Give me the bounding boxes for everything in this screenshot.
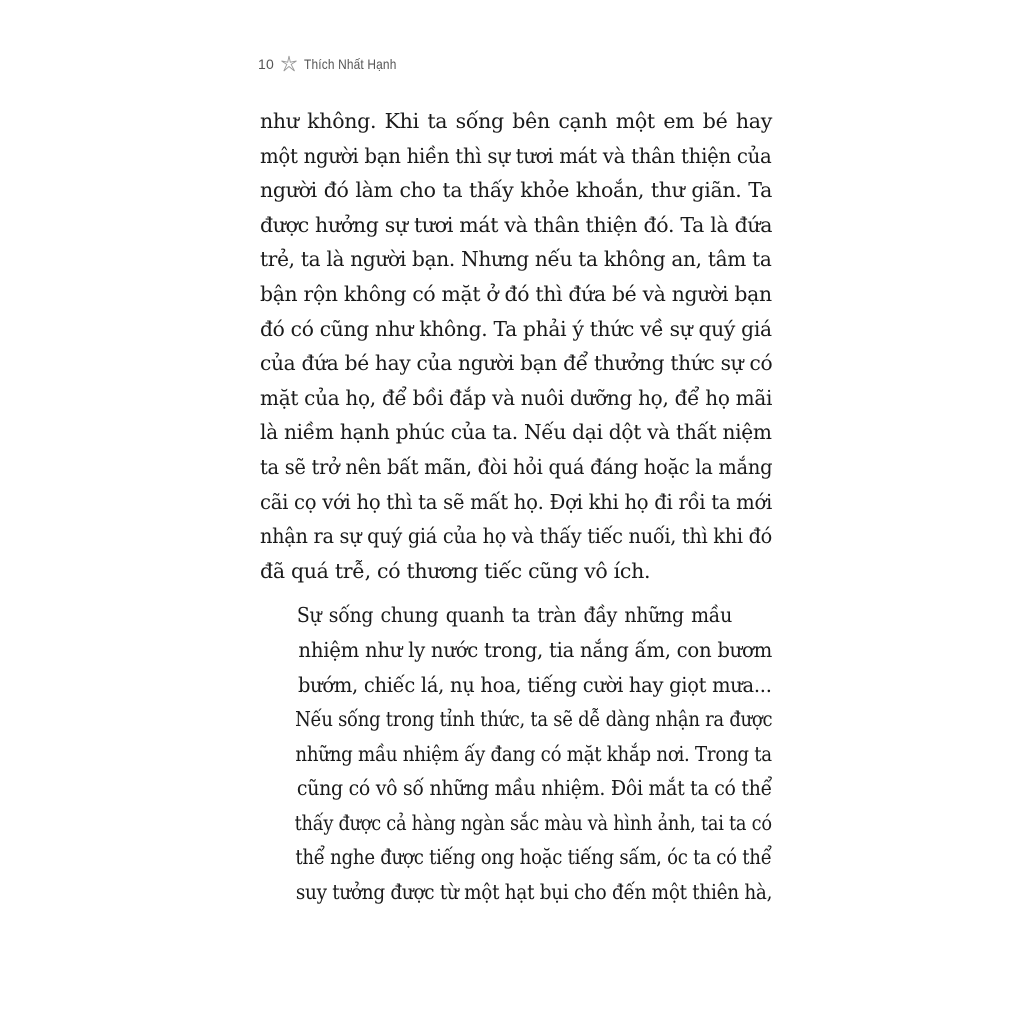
text-line: Sự sống chung quanh ta tràn đầy những mầu <box>296 603 733 628</box>
text-line: thấy được cả hàng ngàn sắc màu và hình ảnh, tai ta có <box>294 810 772 835</box>
text-line: đó có cũng như không. Ta phải ý thức về sự quý giá <box>260 316 772 341</box>
text-line: suy tưởng được từ một hạt bụi cho đến một thiên hà, <box>295 880 773 905</box>
text-line: của đứa bé hay của người bạn để thưởng thức sự có <box>260 351 773 376</box>
text-line: nhận ra sự quý giá của họ và thấy tiếc nuối, thì khi đó <box>260 524 773 549</box>
paragraph-1 <box>260 104 772 588</box>
page-number: 10 <box>258 56 274 72</box>
author-name: Thích Nhất Hạnh <box>303 56 397 72</box>
body-text <box>260 104 772 910</box>
text-line: đã quá trễ, có thương tiếc cũng vô ích. <box>260 558 651 583</box>
text-line: Nếu sống trong tỉnh thức, ta sẽ dễ dàng nhận ra được <box>295 707 773 732</box>
text-line: cãi cọ với họ thì ta sẽ mất họ. Đợi khi họ đi rồi ta mới <box>260 489 773 514</box>
text-line: thể nghe được tiếng ong hoặc tiếng sấm, óc ta có thể <box>295 845 772 870</box>
text-line: được hưởng sự tươi mát và thân thiện đó. Ta là đứa <box>260 212 773 237</box>
text-line: những mầu nhiệm ấy đang có mặt khắp nơi. Trong ta <box>295 741 772 766</box>
text-line: trẻ, ta là người bạn. Nhưng nếu ta không an, tâm ta <box>260 247 772 272</box>
running-header <box>258 52 413 76</box>
text-line: cũng có vô số những mầu nhiệm. Đôi mắt ta có thể <box>296 776 772 801</box>
text-line: mặt của họ, để bồi đắp và nuôi dưỡng họ, để họ mãi <box>260 385 773 410</box>
text-line: một người bạn hiền thì sự tươi mát và thân thiện của <box>260 143 772 168</box>
text-line: như không. Khi ta sống bên cạnh một em bé hay <box>260 109 772 133</box>
text-line: nhiệm như ly nước trong, tia nắng ấm, con bươm <box>298 637 772 662</box>
text-line: ta sẽ trở nên bất mãn, đòi hỏi quá đáng hoặc la mắng <box>260 454 773 479</box>
text-line: bướm, chiếc lá, nụ hoa, tiếng cười hay giọt mưa... <box>297 672 772 697</box>
text-line: người đó làm cho ta thấy khỏe khoắn, thư giãn. Ta <box>260 178 772 203</box>
text-line: bận rộn không có mặt ở đó thì đứa bé và người bạn <box>260 281 772 306</box>
paragraph-2 <box>260 598 772 909</box>
text-line: là niềm hạnh phúc của ta. Nếu dại dột và thất niệm <box>260 420 772 445</box>
star-ornament-icon <box>280 55 298 73</box>
